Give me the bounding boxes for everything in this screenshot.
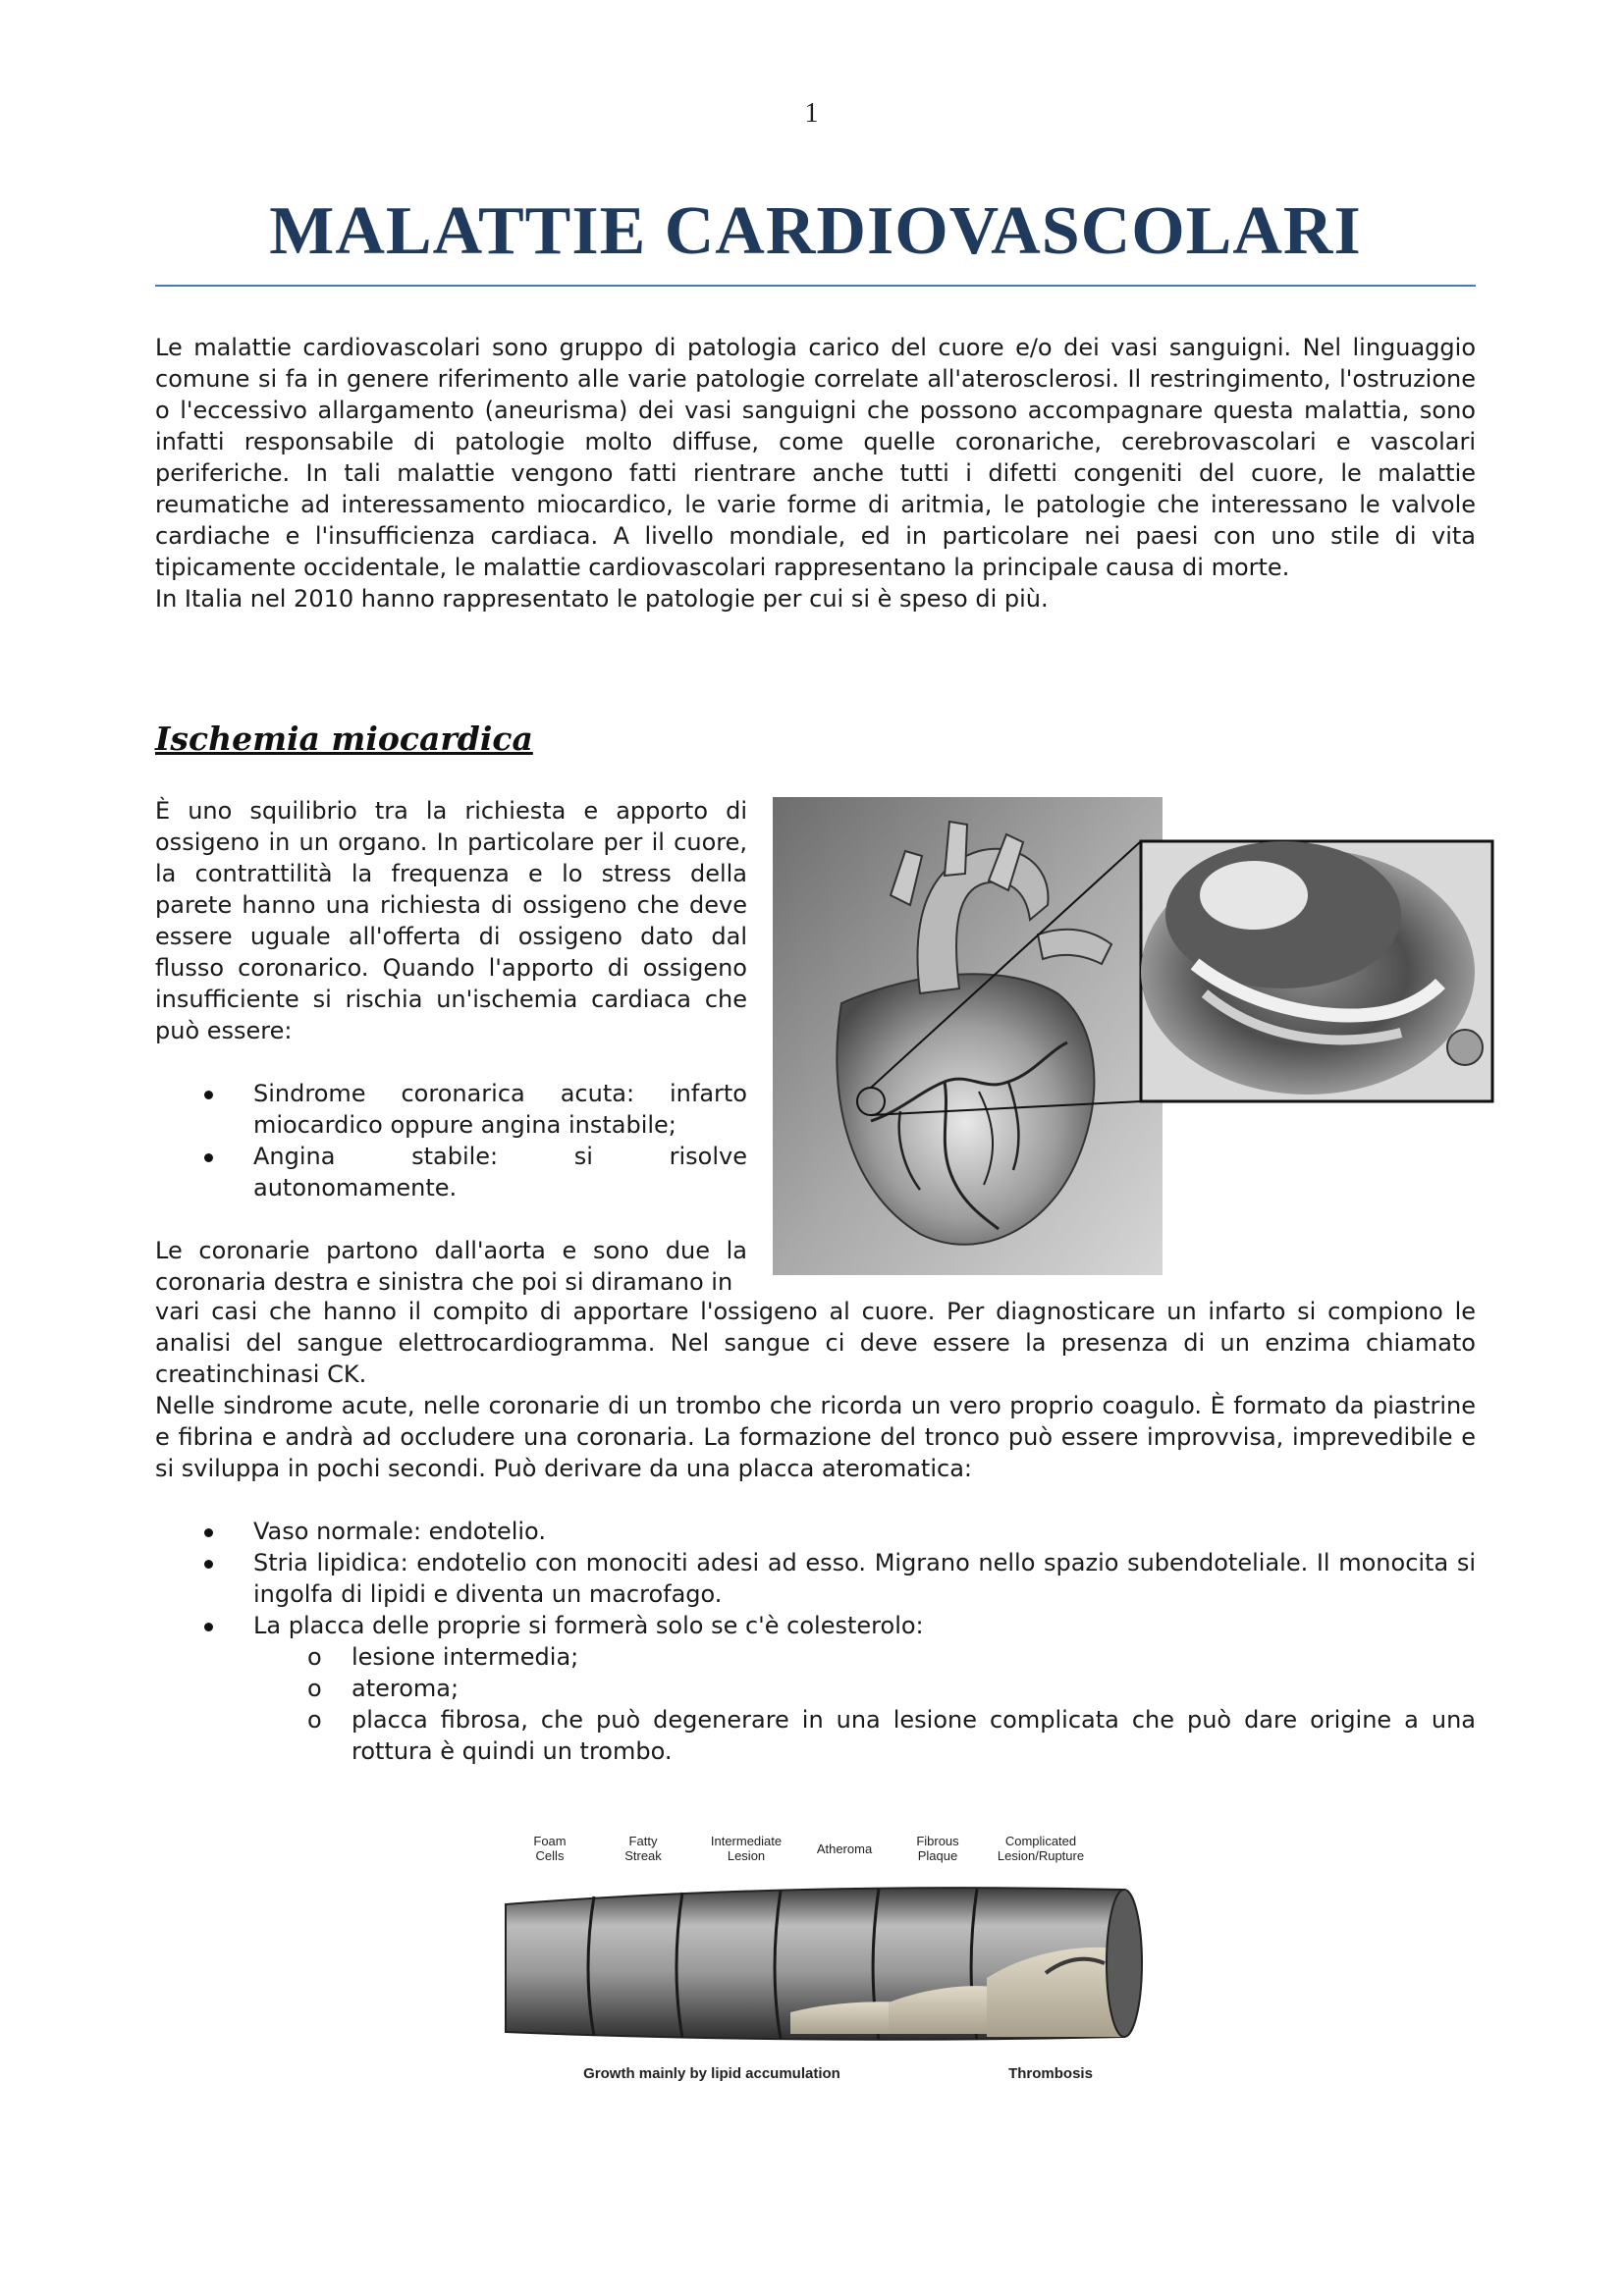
page-number: 1 xyxy=(804,98,819,129)
stage-label: Intermediate Lesion xyxy=(710,1834,783,1863)
stage-label: Fibrous Plaque xyxy=(916,1834,959,1863)
list-item: Sindrome coronarica acuta: infarto miocardico oppure angina instabile; xyxy=(155,1078,747,1141)
stage-label: Foam Cells xyxy=(533,1834,567,1863)
artery-illustration xyxy=(496,1865,1144,2061)
body-paragraph: Nelle sindrome acute, nelle coronarie di un trombo che ricorda un vero proprio coagulo. È formato da piastrine e fibrina e andrà ad occludere una coronaria. La formazione del tronco può essere improvvisa, imprevedibile e si sviluppa in pochi secondi. Può derivare da una placca ateromatica: xyxy=(155,1392,1476,1482)
list-item: Angina stabile: si risolve autonomamente. xyxy=(155,1141,747,1203)
sub-list-item: o lesione intermedia; xyxy=(307,1643,579,1671)
bullet-icon xyxy=(204,1560,213,1569)
body-paragraph: vari casi che hanno il compito di apportare l'ossigeno al cuore. Per diagnosticare un infarto si compiono le analisi del sangue elettrocardiogramma. Nel sangue ci deve essere la presenza di un enzima chiamato creatinchinasi CK. xyxy=(155,1298,1476,1388)
plaque-stage-list xyxy=(155,1516,1476,1641)
body-text xyxy=(155,1296,1476,1767)
column-paragraph: Le coronarie partono dall'aorta e sono due la coronaria destra e sinistra che poi si diramano in xyxy=(155,1237,747,1296)
bullet-icon xyxy=(204,1091,213,1099)
list-item: Vaso normale: endotelio. xyxy=(155,1516,1476,1547)
figure-caption-left: Growth mainly by lipid accumulation xyxy=(583,2065,840,2082)
stage-label: Fatty Streak xyxy=(624,1834,662,1863)
sub-list-item: o placca fibrosa, che può degenerare in una lesione complicata che può dare origine a una rottura è quindi un trombo. xyxy=(307,1706,1476,1765)
page-title: MALATTIE CARDIOVASCOLARI xyxy=(269,193,1362,269)
stage-label: Complicated Lesion/Rupture xyxy=(997,1834,1085,1863)
sub-list-item: o ateroma; xyxy=(307,1675,460,1702)
ischemia-type-list xyxy=(155,1078,747,1203)
plaque-sublist xyxy=(155,1641,1476,1767)
stage-label: Atheroma xyxy=(816,1842,873,1856)
section-heading: Ischemia miocardica xyxy=(155,720,533,758)
title-divider xyxy=(155,285,1476,287)
list-item: La placca delle proprie si formerà solo se c'è colesterolo: xyxy=(155,1610,1476,1641)
intro-paragraph: Le malattie cardiovascolari sono gruppo di patologia carico del cuore e/o dei vasi sanguigni. Nel linguaggio comune si fa in genere riferimento alle varie patologie correlate all'aterosclerosi. Il restringimento, l'ostruzione o l'eccessivo allargamento (aneurisma) dei vasi sanguigni che possono accompagnare questa malattia, sono infatti responsabile di patologie molto diffuse, come quelle coronariche, cerebrovascolari e vascolari periferiche. In tali malattie vengono fatti rientrare anche tutti i difetti congeniti del cuore, le malattie reumatiche ad interessamento miocardico, le varie forme di aritmia, le patologie che interessano le valvole cardiache e l'insufficienza cardiaca. A livello mondiale, ed in particolare nei paesi con uno stile di vita tipicamente occidentale, le malattie cardiovascolari rappresentano la principale causa di morte. xyxy=(155,334,1476,581)
atherosclerosis-progression-figure xyxy=(496,1826,1144,2101)
intro-text xyxy=(155,332,1476,614)
intro-paragraph: In Italia nel 2010 hanno rappresentato le patologie per cui si è speso di più. xyxy=(155,585,1049,613)
bullet-icon xyxy=(204,1528,213,1537)
heart-coronary-figure xyxy=(773,797,1494,1275)
list-item: Stria lipidica: endotelio con monociti adesi ad esso. Migrano nello spazio subendoteliale. Il monocita si ingolfa di lipidi e diventa un macrofago. xyxy=(155,1547,1476,1610)
bullet-icon xyxy=(204,1153,213,1162)
column-paragraph: È uno squilibrio tra la richiesta e apporto di ossigeno in un organo. In particolare per il cuore, la contrattilità la frequenza e lo stress della parete hanno una richiesta di ossigeno che deve essere uguale all'offerta di ossigeno dato dal flusso coronarico. Quando l'apporto di ossigeno insufficiente si rischia un'ischemia cardiaca che può essere: xyxy=(155,797,747,1044)
bullet-icon xyxy=(204,1623,213,1631)
figure-caption-right: Thrombosis xyxy=(1008,2065,1093,2082)
column-text xyxy=(155,795,747,1298)
